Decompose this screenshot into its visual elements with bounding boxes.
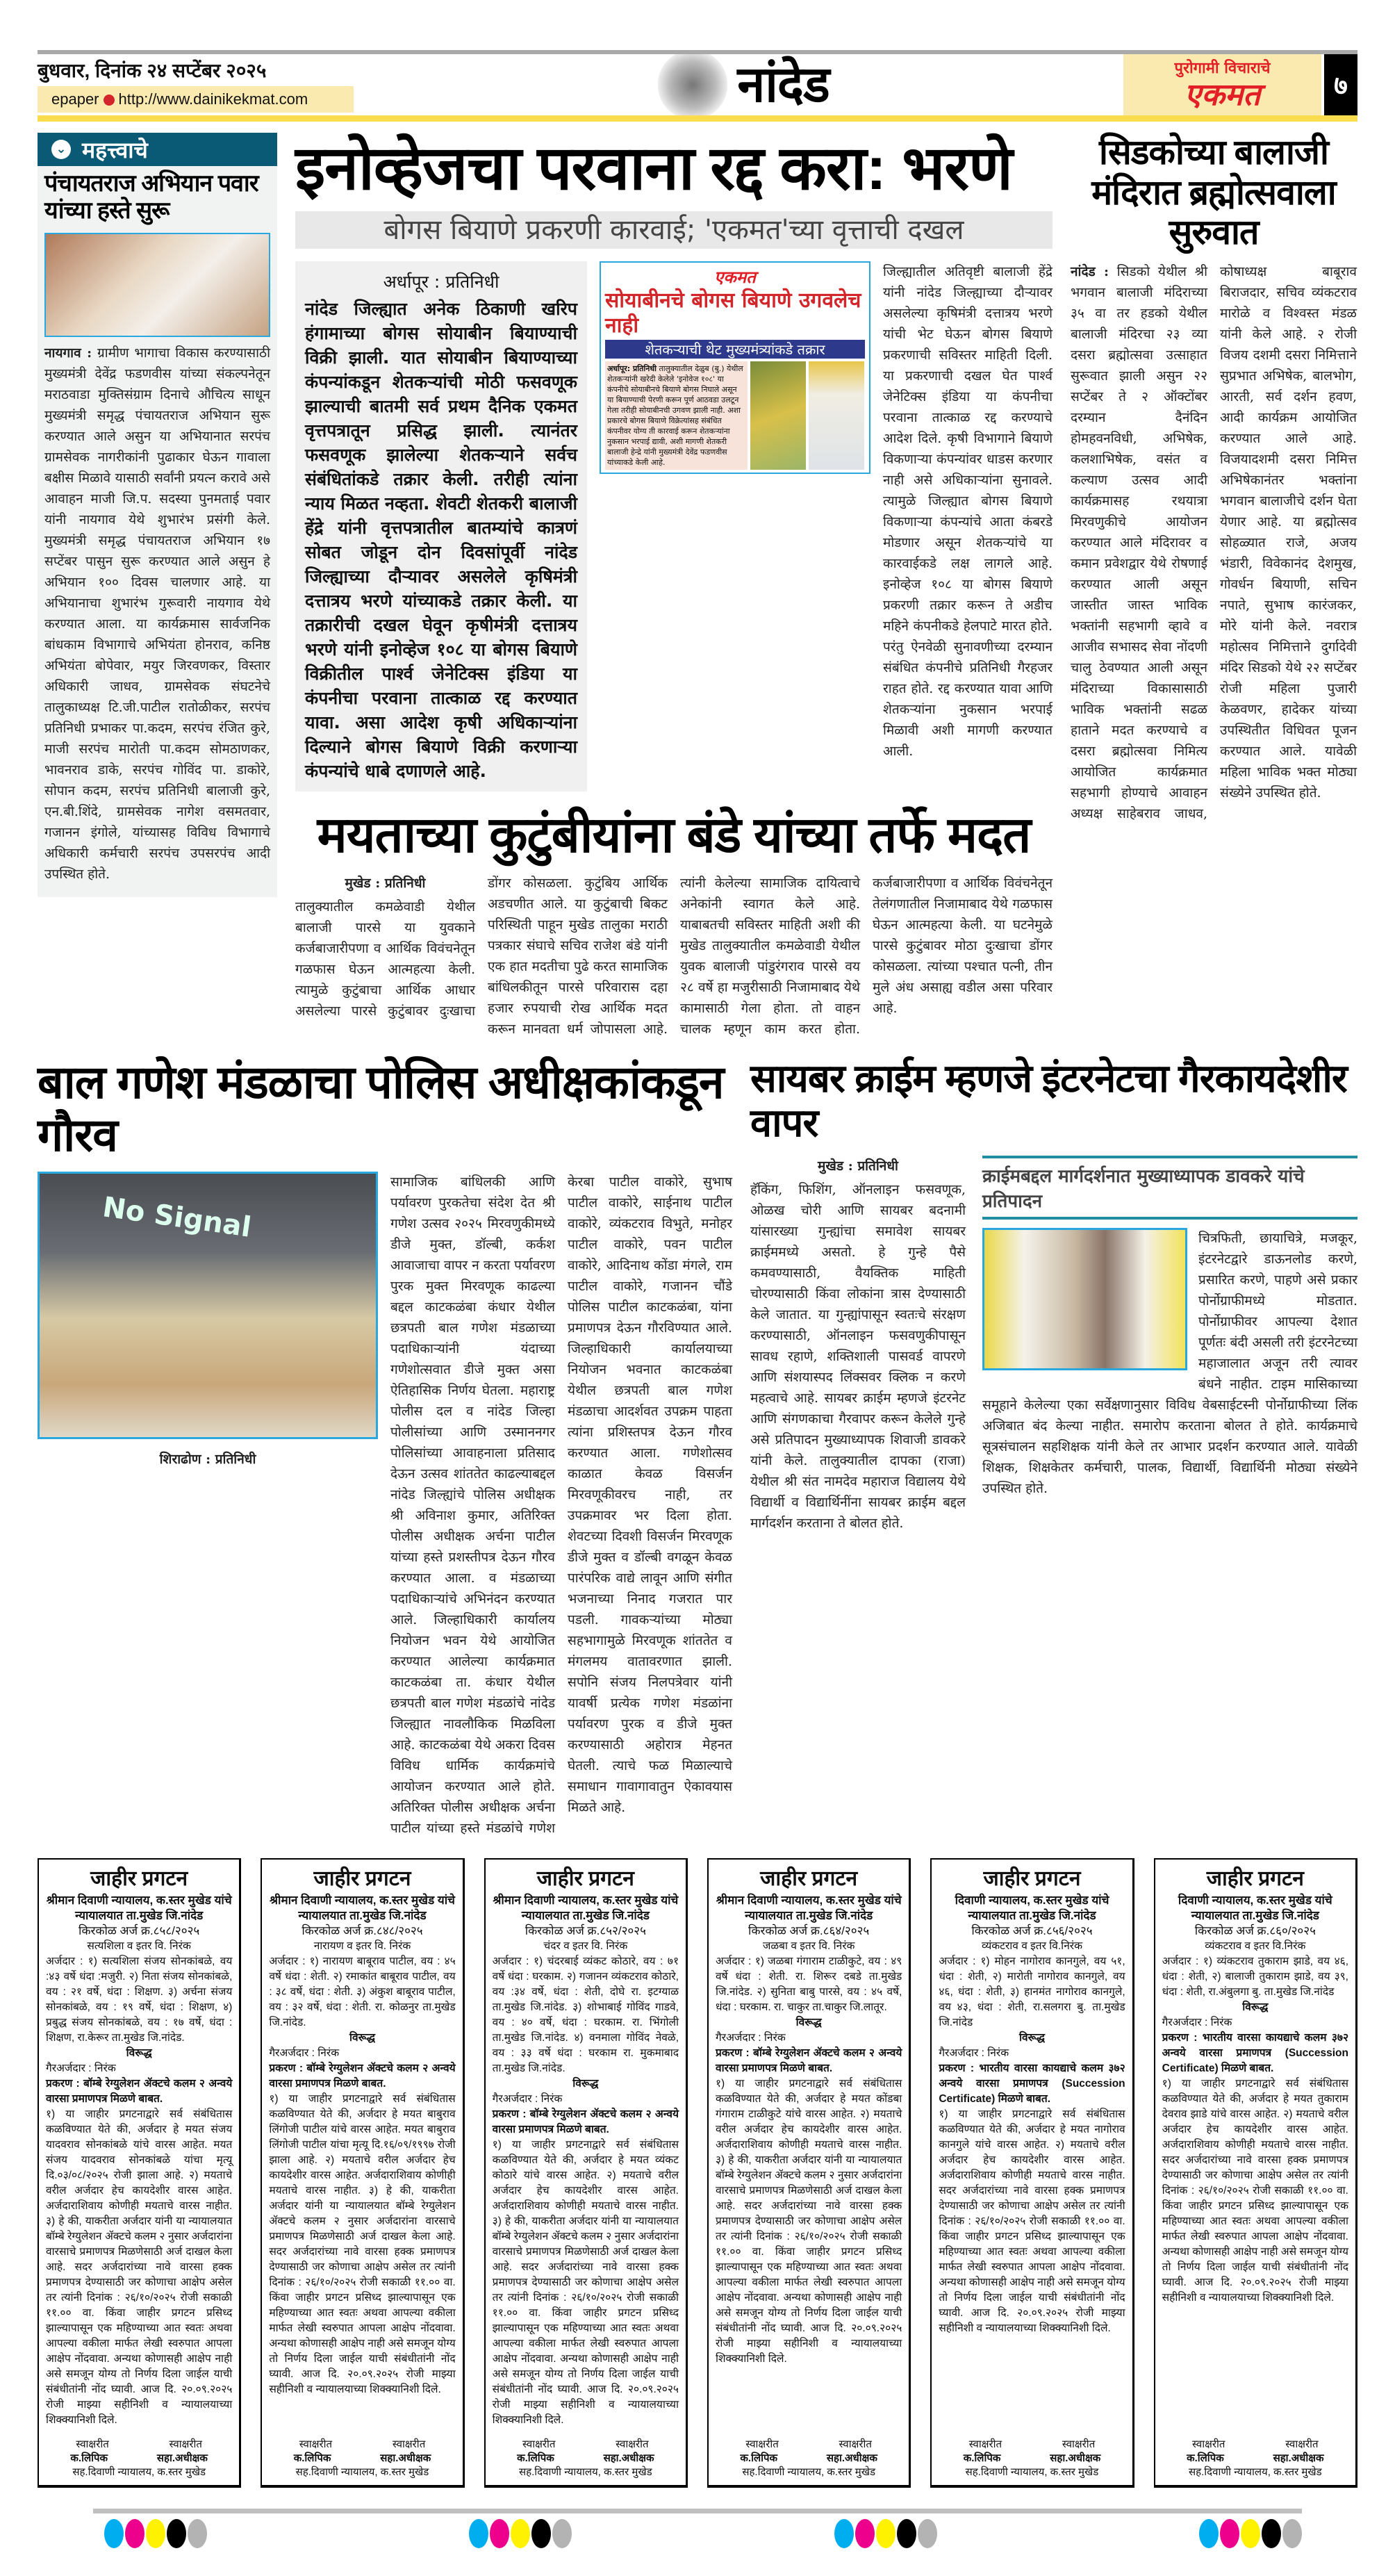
- cyber-event-photo: [982, 1228, 1187, 1370]
- mayat-body: [295, 873, 1053, 1040]
- receipt-photo: [809, 361, 864, 470]
- clerk-title: क.लिपिक: [963, 2452, 1001, 2464]
- notice-case-number: किरकोळ अर्ज क्र.८४८/२०२५: [302, 1923, 423, 1937]
- lead-intro-text: नांदेड जिल्ह्यात अनेक ठिकाणी खरिप हंगामाच्या बोगस सोयाबीन बियाण्याची विक्री झाली. यात सोयाबीन बियाण्याच्या कंपन्यांकडून शेतकऱ्यांची मोठी फसवणूक झाल्याची बातमी सर्व प्रथम दैनिक एकमत वृत्तपत्रातून प्रसिद्ध झाली. त्यानंतर फसवणूक झालेल्या शेतकऱ्याने सर्वच संबंधितांकडे तक्रार केली. तरीही त्यांना न्याय मिळत नव्हता. शेवटी शेतकरी बालाजी हेंद्रे यांनी वृत्तपत्रातील बातम्यांचे कात्रणं सोबत जोडून दोन दिवसांपूर्वी नांदेड जिल्ह्याच्या दौऱ्यावर असलेले कृषिमंत्री दत्तात्रय भरणे यांच्याकडे तक्रार केली. या तक्रारीची दखल घेवून कृषीमंत्री दत्तात्रय भरणे यांनी इनोव्हेज १०८ या बोगस बियाणे विक्रीतील पार्श्व जेनेटिक्स इंडिया या कंपनीचा परवाना तात्काळ रद्द करण्यात यावा. असा आदेश कृषी अधिकाऱ्यांना दिल्याने बोगस बियाणे विक्री करणाऱ्या कंपन्यांचे धाबे दणाणले आहे.: [305, 299, 577, 782]
- notice-respondent: गैरअर्जदार : निरंक: [492, 2092, 563, 2105]
- color-swatch: [834, 2519, 854, 2548]
- clerk-title: क.लिपिक: [1187, 2452, 1224, 2464]
- notice-respondent: गैरअर्जदार : निरंक: [46, 2062, 116, 2074]
- cyber-right-block: [982, 1156, 1357, 1499]
- notice-court: श्रीमान दिवाणी न्यायालय, क.स्तर मुखेड यांचे न्यायालयात ता.मुखेड जि.नांदेड: [716, 1893, 902, 1922]
- color-swatch: [167, 2519, 186, 2548]
- lead-body: जिल्ह्यातील अतिवृष्टी बालाजी हेंद्रे यांनी नांदेड जिल्ह्याच्या दौऱ्यावर असलेल्या कृषिमंत्री दत्तात्रय भरणे यांची भेट घेऊन बोगस बियाणे प्रकरणाची सविस्तर माहिती दिली. या प्रकरणाची दखल घेत पार्श्व जेनेटिक्स इंडिया या कंपनीचा परवाना तात्काळ रद्द करण्याचे आदेश दिले. कृषी विभागाने बियाणे विकणाऱ्या कंपन्यांवर धाडस करणार नाही असे अधिकाऱ्यांना सुनावले. त्यामुळे जिल्ह्यात बोगस बियाणे विकणाऱ्या कंपन्यांचे आता कंबरडे मोडणार असून शेतकऱ्यांचे या कारवाईकडे लक्ष लागले आहे. इनोव्हेज १०८ या बोगस बियाणे प्रकरणी तक्रार करून ते अडीच महिने कंपनीकडे हेलपाटे मारत होते. परंतु ऐनवेळी सुनावणीच्या दरम्यान संबंधित कंपनीचे प्रतिनिधी गैरहजर राहत होते. रद्द करण्यात यावा आणि शेतकऱ्यांना नुकसान भरपाई मिळावी अशी मागणी करण्यात आली.: [883, 264, 1053, 760]
- clipping-byline: अर्धापूर: प्रतिनिधी: [607, 364, 657, 374]
- masthead-left: [38, 54, 364, 115]
- color-swatch: [1262, 2519, 1281, 2548]
- header-yellow-bar: [38, 115, 1357, 122]
- brand-tagline: पुरोगामी विचाराचे: [1174, 60, 1271, 77]
- notice-case-number: किरकोळ अर्ज क्र.८६०/२०२५: [1194, 1923, 1316, 1937]
- color-swatch: [918, 2519, 937, 2548]
- color-swatch: [531, 2519, 551, 2548]
- mayat-headline: मयताच्या कुटुंबीयांना बंडे यांच्या तर्फे मदत: [317, 807, 1031, 864]
- color-swatch: [469, 2519, 488, 2548]
- notice-applicants: अर्जदार : १) नारायण बाबूराव पाटील, वय : ४५ वर्षे धंदा : शेती. २) रमाकांत बाबूराव पाटील, वय : ३८ वर्षे, धंदा : शेती. ३) अंकुश बाबूराव पाटील, वय : ३२ वर्षे, धंदा : शेती. रा. कोळनुर ता.मुखेड जि.नांदेड.: [269, 1955, 456, 2028]
- center-column: [295, 133, 1053, 1040]
- notice-case-number: किरकोळ अर्ज क्र.८५२/२०२५: [525, 1923, 646, 1937]
- clipping-brand: एकमत: [714, 268, 756, 288]
- right-column: [1071, 133, 1357, 824]
- mayat-byline: मुखेड : प्रतिनिधी: [345, 875, 426, 891]
- court-name: सह.दिवाणी न्यायालय, क.स्तर मुखेड: [965, 2466, 1099, 2478]
- notice-parties: सत्यशिला व इतर वि. निरंक: [87, 1939, 191, 1952]
- notice-body: १) या जाहीर प्रगटनाद्वारे सर्व संबंधितास कळविण्यात येते की, अर्जदार हे मयत तुकाराम देवराव झाडे यांचे वारस आहेत. २) मयताचे वरील अर्जदार हेच कायदेशीर वारस आहेत. अर्जदाराशिवाय कोणीही मयताचे वारस नाहीत. सदर अर्जदारांच्या नावे वारसा हक्क प्रमाणपत्र देण्यासाठी जर कोणाचा आक्षेप असेल तर त्यांनी दिनांक : २६/१०/२०२५ रोजी सकाळी ११.०० वा. किंवा जाहीर प्रगटन प्रसिध्द झाल्यापासून एक महिण्याच्या आत स्वतः अथवा आपल्या वकीला मार्फत लेखी स्वरुपात आपला आक्षेप नोंदवावा. अन्यथा कोणासही आक्षेप नाही असे समजून योग्य तो निर्णय दिला जाईल याची संबंधीतांनी नोंद घ्यावी. आज दि. २०.०९.२०२५ रोजी माझ्या सहीनिशी व न्यायालयाच्या शिक्क्यानिशी दिले.: [1162, 2077, 1348, 2304]
- color-swatch: [1241, 2519, 1260, 2548]
- notice-parties: व्यंकटराव व इतर वि.निरंक: [981, 1939, 1083, 1952]
- epaper-link[interactable]: [38, 86, 354, 113]
- epaper-url[interactable]: http://www.dainikekmat.com: [118, 90, 308, 108]
- notice-applicants: अर्जदार : १) जळबा गंगाराम टाळीकुटे, वय : ४९ वर्षे धंदा : शेती. रा. शिरूर दबडे ता.मुखेड जि.नांदेड. २) सुनिता बाबु पारसे, वय : ४५ वर्षे, धंदा : घरकाम. रा. चाकुर ता.चाकुर जि.लातूर.: [716, 1955, 902, 2013]
- epaper-label: epaper: [51, 90, 99, 108]
- superintendent-title: सहा.अधीक्षक: [380, 2452, 431, 2464]
- color-swatch: [1282, 2519, 1302, 2548]
- court-name: सह.दिवाणी न्यायालय, क.स्तर मुखेड: [518, 2466, 652, 2478]
- notice-applicants: अर्जदार : १) चंदरबाई व्यंकट कोठारे, वय : ७१ वर्षे धंदा : घरकाम. २) गजानन व्यंकटराव कोठारे, वय :३४ वर्षे, धंदा : शेती, दोघे रा. इटग्याळ ता.मुखेड जि.नांदेड. ३) शोभाबाई गोविंद गाडवे, वय : ४० वर्षे, धंदा : घरकाम. रा. भिंगोली ता.मुखेड जि.नांदेड. ४) वनमाला गोविंद नेवळे, वय : ३३ वर्षे धंदा : घरकाम रा. मुकमाबाद ता.मुखेड जि.नांदेड.: [492, 1955, 679, 2074]
- seed-packet-photo: [750, 361, 806, 470]
- lead-clipping-column: [600, 261, 870, 482]
- court-name: सह.दिवाणी न्यायालय, क.स्तर मुखेड: [742, 2466, 875, 2478]
- clipping-text: [605, 361, 748, 470]
- color-swatch: [104, 2519, 124, 2548]
- chevron-down-circle-icon: ⌄: [51, 140, 71, 159]
- registration-mark: [1199, 2519, 1302, 2548]
- notice-body: १) या जाहीर प्रगटनाद्वारे सर्व संबंधितास कळविण्यात येते की, अर्जदार हे मयत कोंडबा गंगाराम टाळीकुटे यांचे वारस आहेत. २) मयताचे वरील अर्जदार हेच कायदेशीर वारस आहेत. अर्जदाराशिवाय कोणीही मयताचे वारस नाहीत. ३) हे की, याकरीता अर्जदार यांनी या न्यायालयात बॉम्बे रेग्युलेशन ॲक्टचे कलम २ नुसार अर्जदारांना वारसाचे प्रमाणपत्र मिळणेसाठी अर्ज दाखल केला आहे. सदर अर्जदारांच्या नावे वारसा हक्क प्रमाणपत्र देण्यासाठी जर कोणाचा आक्षेप असेल तर त्यांनी दिनांक : २६/१०/२०२५ रोजी सकाळी ११.०० वा. किंवा जाहीर प्रगटन प्रसिध्द झाल्यापासून एक महिण्याच्या आत स्वतः अथवा आपल्या वकीला मार्फत लेखी स्वरुपात आपला आक्षेप नोंदवावा. अन्यथा कोणासही आक्षेप नाही असे समजून योग्य तो निर्णय दिला जाईल याची संबंधीतांनी नोंद घ्यावी. आज दि. २०.०९.२०२५ रोजी माझ्या सहीनिशी व न्यायालयाच्या शिक्क्यानिशी दिले.: [716, 2077, 902, 2365]
- legal-notice-ad: [261, 1858, 464, 2488]
- color-swatch: [146, 2519, 165, 2548]
- sidco-dateline: नांदेड :: [1071, 263, 1109, 279]
- notice-case-number: किरकोळ अर्ज क्र.८५६/२०२५: [971, 1923, 1093, 1937]
- notice-court: श्रीमान दिवाणी न्यायालय, क.स्तर मुखेड यांचे न्यायालयात ता.मुखेड जि.नांदेड: [46, 1893, 232, 1922]
- district-emblem-icon: [658, 54, 727, 115]
- cyber-subheadline: क्राईमबद्दल मार्गदर्शनात मुख्याध्यापक डावकरे यांचे प्रतिपादन: [982, 1156, 1357, 1220]
- masthead-logo: [1123, 54, 1321, 115]
- notice-signature: [46, 2428, 232, 2479]
- notice-versus: विरूद्ध: [349, 2031, 376, 2044]
- clipping-body: तालुक्यातील देळुब (बु.) येथील शेतकऱ्यांनी खरेदी केलेले 'इनोवेज १०८' या कंपनीचे सोयाबीनचे बियाणे बोगस निघाले असून या बियाण्याची पेरणी करून पूर्ण आठवडा उलटून गेला तरीही सोयाबीनची उगवण झाली नाही. अशा प्रकारचे बोगस बियाणे विक्रेत्यांसह संबंधित कंपनीवर योग्य ती कारवाई करून शेतकऱ्यांना नुकसान भरपाई द्यावी, अशी मागणी शेतकरी बालाजी हेन्द्रे यांनी मुख्यमंत्री देवेंद्र फडणवीस यांच्याकडे केली आहे.: [607, 364, 743, 468]
- cyber-byline: मुखेड : प्रतिनिधी: [818, 1158, 898, 1174]
- color-swatch: [1199, 2519, 1219, 2548]
- notice-signature: [939, 2428, 1125, 2479]
- sign-label: स्वाक्षरीत: [968, 2438, 1002, 2450]
- notice-title: जाहीर प्रगटन: [536, 1867, 634, 1890]
- sign-label: स्वाक्षरीत: [392, 2438, 426, 2450]
- sidebar-article-title: पंचायतराज अभियान पवार यांच्या हस्ते सुरू: [44, 170, 258, 224]
- color-swatch: [1220, 2519, 1239, 2548]
- superintendent-title: सहा.अधीक्षक: [603, 2452, 654, 2464]
- sign-label: स्वाक्षरीत: [1192, 2438, 1225, 2450]
- color-swatch: [855, 2519, 875, 2548]
- notice-case-number: किरकोळ अर्ज क्र.८६४/२०२५: [748, 1923, 870, 1937]
- bal-ganesh-byline: शिराढोण : प्रतिनिधी: [159, 1451, 256, 1467]
- bal-ganesh-headline: बाल गणेश मंडळाचा पोलिस अधीक्षकांकडून गौरव: [38, 1056, 724, 1160]
- masthead: [38, 54, 1357, 115]
- registration-mark: [834, 2519, 937, 2548]
- masthead-center: [364, 54, 1123, 115]
- notice-versus: विरूद्ध: [1242, 2001, 1269, 2013]
- lead-intro: [295, 261, 587, 791]
- clerk-title: क.लिपिक: [70, 2452, 108, 2464]
- sidebar-label: महत्त्वाचे: [82, 136, 148, 163]
- notice-signature: [269, 2428, 455, 2479]
- legal-notice-ad: [1154, 1858, 1357, 2488]
- cyber-body-left-text: हॅकिंग, फिशिंग, ऑनलाइन फसवणूक, ओळख चोरी आणि सायबर बदनामी यांसारख्या गुन्ह्यांचा समावेश सायबर क्राईममध्ये असतो. हे गुन्हे पैसे कमवण्यासाठी, वैयक्तिक माहिती चोरण्यासाठी किंवा लोकांना त्रास देण्यासाठी केले जातात. या गुन्ह्यांपासून स्वतःचे संरक्षण करण्यासाठी, ऑनलाइन फसवणुकीपासून सावध रहाणे, शक्तिशाली पासवर्ड वापरणे आणि संशयास्पद लिंक्सवर क्लिक न करणे महत्वाचे आहे. सायबर क्राईम म्हणजे इंटरनेट आणि संगणकाचा गैरवापर करून केलेले गुन्हे असे प्रतिपादन मुख्याध्यापक शिवाजी डावकरे यांनी केले. तालुक्यातील दापका (राजा) येथील श्री संत नामदेव महाराज विद्यालय येथे विद्यार्थी व विद्यार्थिनींना सायबर क्राईम बद्दल मार्गदर्शन करताना ते बोलत होते.: [750, 1181, 966, 1531]
- mayat-body-text: तालुक्यातील कमळेवाडी येथील बालाजी पारसे या युवकाने कर्जबाजारीपणा व आर्थिक विवंचनेतून गळफास घेऊन आत्महत्या केली. त्यामुळे कुटुंबाचा आर्थिक आधार असलेल्या पारसे कुटुंबावर दुःखाचा डोंगर कोसळला. कुटुंबिय आर्थिक अडचणीत आले. या कुटुंबाची बिकट परिस्थिती पाहून मुखेड तालुका मराठी पत्रकार संघाचे सचिव राजेश बंडे यांनी एक हात मदतीचा पुढे करत सामाजिक बांधिलकीतून पारसे परिवारास दहा हजार रुपयाची रोख आर्थिक मदत करून मानवता धर्म जोपासला आहे. त्यांनी केलेल्या सामाजिक दायित्वाचे अनेकांनी स्वागत केले आहे. याबाबतची सविस्तर माहिती अशी की मुखेड तालुक्यातील कमळेवाडी येथील युवक बालाजी पांडुरंगराव पारसे वय २८ वर्षे हा मजुरीसाठी निजामाबाद येथे कामासाठी गेला होता. तो वाहन चालक म्हणून काम करत होता. कर्जबाजारीपणा व आर्थिक विवंचनेतून तेलंगणातील निजामाबाद येथे गळफास घेऊन आत्महत्या केली. या घटनेमुळे पारसे कुटुंबावर मोठा दुःखाचा डोंगर कोसळला. त्यांच्या पश्चात पत्नी, तीन मुले अंध असाह्य वडील असा परिवार आहे.: [295, 875, 1053, 1037]
- lead-byline: अर्धापूर : प्रतिनिधी: [383, 272, 500, 293]
- top-section: [38, 133, 1357, 1040]
- sidebar-photo: [44, 233, 270, 337]
- notice-title: जाहीर प्रगटन: [90, 1867, 188, 1890]
- sign-label: स्वाक्षरीत: [745, 2438, 779, 2450]
- bal-ganesh-article: [38, 1056, 732, 1839]
- notice-body: १) या जाहीर प्रगटनाद्वारे सर्व संबंधितास कळविण्यात येते की, अर्जदार हे मयत नागोराव कानगुले यांचे वारस आहेत. २) मयताचे वरील अर्जदार हेच कायदेशीर वारस आहेत. अर्जदाराशिवाय कोणीही मयताचे वारस नाहीत. सदर अर्जदारांच्या नावे वारसा हक्क प्रमाणपत्र देण्यासाठी जर कोणाचा आक्षेप असेल तर त्यांनी दिनांक : २६/१०/२०२५ रोजी सकाळी ११.०० वा. किंवा जाहीर प्रगटन प्रसिध्द झाल्यापासून एक महिण्याच्या आत स्वतः अथवा आपल्या वकीला मार्फत लेखी स्वरुपात आपला आक्षेप नोंदवावा. अन्यथा कोणासही आक्षेप नाही असे समजून योग्य तो निर्णय दिला जाईल याची संबंधीतांनी नोंद घ्यावी. आज दि. २०.०९.२०२५ रोजी माझ्या सहीनिशी व न्यायालयाच्या शिक्क्यानिशी दिले.: [939, 2108, 1125, 2334]
- registration-mark: [104, 2519, 207, 2548]
- notice-body: १) या जाहीर प्रगटनाद्वारे सर्व संबंधितास कळविण्यात येते की, अर्जदार हे मयत व्यंकट कोठारे यांचे वारस आहेत. २) मयताचे वरील अर्जदार हेच कायदेशीर वारस आहेत. अर्जदाराशिवाय कोणीही मयताचे वारस नाहीत. ३) हे की, याकरीता अर्जदार यांनी या न्यायालयात बॉम्बे रेग्युलेशन ॲक्टचे कलम २ नुसार अर्जदारांना वारसाचे प्रमाणपत्र मिळणेसाठी अर्ज दाखल केला आहे. सदर अर्जदारांच्या नावे वारसा हक्क प्रमाणपत्र देण्यासाठी जर कोणाचा आक्षेप असेल तर त्यांनी दिनांक : २६/१०/२०२५ रोजी सकाळी ११.०० वा. किंवा जाहीर प्रगटन प्रसिध्द झाल्यापासून एक महिण्याच्या आत स्वतः अथवा आपल्या वकीला मार्फत लेखी स्वरुपात आपला आक्षेप नोंदवावा. अन्यथा कोणासही आक्षेप नाही असे समजून योग्य तो निर्णय दिला जाईल याची संबंधीतांनी नोंद घ्यावी. आज दि. २०.०९.२०२५ रोजी माझ्या सहीनिशी व न्यायालयाच्या शिक्क्यानिशी दिले.: [492, 2138, 679, 2426]
- superintendent-title: सहा.अधीक्षक: [1273, 2452, 1324, 2464]
- sign-label: स्वाक्षरीत: [1062, 2438, 1096, 2450]
- sidebar-dateline: नायगाव :: [44, 345, 92, 361]
- notice-title: जाहीर प्रगटन: [1206, 1867, 1304, 1890]
- award-ceremony-photo: [38, 1172, 378, 1439]
- court-name: सह.दिवाणी न्यायालय, क.स्तर मुखेड: [295, 2466, 429, 2478]
- notice-subject: प्रकरण : भारतीय वारसा कायद्याचे कलम ३७२ अन्वये वारसा प्रमाणपत्र (Succession Certificate) मिळणे बाबत.: [939, 2062, 1125, 2105]
- notice-parties: चंदर व इतर वि. निरंक: [543, 1939, 628, 1952]
- notice-versus: विरूद्ध: [572, 2077, 599, 2090]
- notice-respondent: गैरअर्जदार : निरंक: [269, 2046, 340, 2059]
- notice-subject: प्रकरण : बॉम्बे रेग्युलेशन ॲक्टचे कलम २ अन्वये वारसा प्रमाणपत्र मिळणे बाबत.: [492, 2108, 679, 2135]
- photo-screen-text: No Signal: [100, 1191, 254, 1244]
- brand-name: एकमत: [1184, 77, 1261, 113]
- cyber-body-right: चित्रफिती, छायाचित्रे, मजकूर, इंटरनेटद्वारे डाऊनलोड करणे, प्रसारित करणे, पाहणे असे प्रकार पोर्नोग्राफीमध्ये मोडतात. पोर्नोग्राफीवर आपल्या देशात पूर्णतः बंदी असली तरी इंटरनेटच्या महाजालात अजून तरी त्यावर बंधने नाहीत. टाइम मासिकाच्या समूहाने केलेल्या एका सर्वेक्षणानुसार विविध वेबसाईटस्नी पोर्नोग्राफीच्या लिंक अजिबात बंद केल्या नाहीत. समारोप करताना बोलत ते होते. कार्यक्रमाचे सूत्रसंचालन सहशिक्षक यांनी केले तर आभार प्रदर्शन करण्यात आले. यावेळी शिक्षक, शिक्षकेतर कर्मचारी, पालक, विद्यार्थी, विद्यार्थिनी मोठ्या संख्येने उपस्थित होते.: [982, 1230, 1357, 1496]
- lead-article: [295, 261, 1053, 791]
- edition-city: नांदेड: [737, 56, 829, 113]
- color-swatch: [188, 2519, 207, 2548]
- legal-notice-ad: [930, 1858, 1134, 2488]
- notice-court: श्रीमान दिवाणी न्यायालय, क.स्तर मुखेड यांचे न्यायालयात ता.मुखेड जि.नांदेड: [493, 1893, 679, 1922]
- sidco-headline: सिडकोच्या बालाजी मंदिरात ब्रह्मोत्सवाला सुरुवात: [1091, 133, 1336, 252]
- sign-label: स्वाक्षरीत: [839, 2438, 872, 2450]
- notice-respondent: गैरअर्जदार : निरंक: [939, 2046, 1009, 2059]
- sign-label: स्वाक्षरीत: [76, 2438, 109, 2450]
- court-name: सह.दिवाणी न्यायालय, क.स्तर मुखेड: [72, 2466, 206, 2478]
- superintendent-title: सहा.अधीक्षक: [1050, 2452, 1101, 2464]
- notice-applicants: अर्जदार : १) सत्यशिला संजय सोनकांबळे, वय :४३ वर्षे धंदा :मजुरी. २) निता संजय सोनकांबळे, वय : २१ वर्षे, धंदा : शिक्षण. ३) अर्चना संजय सोनकांबळे, वय : १९ वर्षे, धंदा : शिक्षण, ४) प्रबुद्ध संजय सोनकांबळे, वय : १७ वर्षे, धंदा : शिक्षण, रा.केरूर ता.मुखेड जि.नांदेड.: [46, 1955, 233, 2044]
- color-swatch: [511, 2519, 530, 2548]
- notice-versus: विरूद्ध: [795, 2016, 822, 2028]
- notice-title: जाहीर प्रगटन: [760, 1867, 858, 1890]
- notice-court: दिवाणी न्यायालय, क.स्तर मुखेड यांचे न्यायालयात ता.मुखेड जि.नांदेड: [1178, 1893, 1332, 1922]
- clipping-subheadline: शेतकऱ्याची थेट मुख्यमंत्र्यांकडे तक्रार: [605, 340, 865, 359]
- superintendent-title: सहा.अधीक्षक: [826, 2452, 877, 2464]
- color-swatch: [125, 2519, 145, 2548]
- page-number: ७: [1324, 54, 1357, 115]
- sidco-body: [1071, 261, 1357, 824]
- cyber-headline: सायबर क्राईम म्हणजे इंटरनेटचा गैरकायदेशीर वापर: [750, 1056, 1347, 1145]
- color-swatch: [897, 2519, 916, 2548]
- notice-body: १) या जाहीर प्रगटनाद्वारे सर्व संबंधितास कळविण्यात येते की, अर्जदार हे मयत बाबुराव लिंगोजी पाटील यांचे वारस आहेत. मयत बाबुराव लिंगोजी पाटील यांचा मृत्यू दि.१६/०९/१९९७ रोजी झाला आहे. २) मयताचे वरील अर्जदार हेच कायदेशीर वारस आहेत. अर्जदाराशिवाय कोणीही मयताचे वारस नाहीत. ३) हे की, याकरीता अर्जदार यांनी या न्यायालयात बॉम्बे रेग्युलेशन ॲक्टचे कलम २ नुसार अर्जदारांना वारसाचे प्रमाणपत्र मिळणेसाठी अर्ज दाखल केला आहे. सदर अर्जदारांच्या नावे वारसा हक्क प्रमाणपत्र देण्यासाठी जर कोणाचा आक्षेप असेल तर त्यांनी दिनांक : २६/१०/२०२५ रोजी सकाळी ११.०० वा. किंवा जाहीर प्रगटन प्रसिध्द झाल्यापासून एक महिण्याच्या आत स्वतः अथवा आपल्या वकीला मार्फत लेखी स्वरुपात आपला आक्षेप नोंदवावा. अन्यथा कोणासही आक्षेप नाही असे समजून योग्य तो निर्णय दिला जाईल याची संबंधीतांनी नोंद घ्यावी. आज दि. २०.०९.२०२५ रोजी माझ्या सहीनिशी व न्यायालयाच्या शिक्क्यानिशी दिले.: [269, 2092, 456, 2395]
- notice-applicants: अर्जदार : १) व्यंकटराव तुकाराम झाडे, वय ४६, धंदा : शेती, २) बालाजी तुकाराम झाडे, वय ३९, धंदा : शेती, रा.अंबुलगा बु. ता.मुखेड जि.नांदेड: [1162, 1955, 1348, 1998]
- clerk-title: क.लिपिक: [517, 2452, 554, 2464]
- notice-respondent: गैरअर्जदार : निरंक: [1162, 2016, 1232, 2028]
- sign-label: स्वाक्षरीत: [616, 2438, 649, 2450]
- clerk-title: क.लिपिक: [293, 2452, 331, 2464]
- sign-label: स्वाक्षरीत: [522, 2438, 556, 2450]
- clipping-headline: सोयाबीनचे बोगस बियाणे उगवलेच नाही: [605, 288, 861, 338]
- notice-subject: प्रकरण : बॉम्बे रेग्युलेशन ॲक्टचे कलम २ अन्वये वारसा प्रमाणपत्र मिळणे बाबत.: [716, 2046, 902, 2074]
- legal-notice-ad: [484, 1858, 688, 2488]
- sign-label: स्वाक्षरीत: [1285, 2438, 1319, 2450]
- notice-versus: विरूद्ध: [1018, 2031, 1046, 2044]
- sidco-body-text: सिडको येथील श्री भगवान बालाजी मंदिराच्या ३५ वा तर हडको येथील बालाजी मंदिरचा २३ व्या दसरा ब्रह्मोत्सवा उत्साहात सुरूवात झाली असुन २२ सप्टेंबर ते २ ऑक्टोंबर दरम्यान दैनंदिन होमहवनविधी, अभिषेक, कलशाभिषेक, वसंत व कल्याण उत्सव आदी कार्यक्रमासह रथयात्रा मिरवणुकीचे आयोजन करण्यात आले मंदिरावर व कमान प्रवेशद्वार येथे रोषणाई करण्यात आली असून जास्तीत जास्त भाविक भक्तांनी सहभागी व्हावे व आजीव सभासद सेवा नोंदणी चालु ठेवण्यात आली असून मंदिराच्या विकासासाठी भाविक भक्तांनी सढळ हाताने मदत करण्याचे व दसरा ब्रह्मोत्सवा निमित्य आयोजित कार्यक्रमात सहभागी होण्याचे आवाहन अध्यक्ष साहेबराव जाधव, कोषाध्यक्ष बाबूराव बिराजदार, सचिव व्यंकटराव मारोळे व विश्वस्त मंडळ यांनी केले आहे. २ रोजी विजय दशमी दसरा निमित्ताने सुप्रभात अभिषेक, बालभोग, आरती, सर्व दर्शन हवण, आदी कार्यक्रम आयोजित करण्यात आले आहे. विजयादशमी दसरा निमित्त अभिषेकानंतर भक्तांना भगवान बालाजीचे दर्शन घेता येणार आहे. या ब्रह्मोत्सव सोहळ्यात राजे, अजय भंडारी, विवेकानंद देशमुख, गोवर्धन बियाणी, सचिन नपाते, सुभाष कारंजकर, मोरे यांनी केले. नवरात्र महोत्सव निमित्ताने दुर्गादेवी मंदिर सिडको येथे २२ सप्टेंबर रोजी महिला पुजारी केळवणर, हादेकर यांच्या उपस्थितीत विधिवत पूजन करण्यात आले. यावेळी महिला भाविक भक्त मोठ्या संख्येने उपस्थित होते.: [1071, 263, 1357, 821]
- newspaper-page: [38, 0, 1357, 2576]
- notice-subject: प्रकरण : बॉम्बे रेग्युलेशन ॲक्टचे कलम २ अन्वये वारसा प्रमाणपत्र मिळणे बाबत.: [46, 2077, 233, 2105]
- middle-section: [38, 1056, 1357, 1839]
- sign-label: स्वाक्षरीत: [169, 2438, 202, 2450]
- sidebar-body-text: ग्रामीण भागाचा विकास करण्यासाठी मुख्यमंत्री देवेंद्र फडणवीस यांच्या संकल्पनेतून मराठवाडा मुक्तिसंग्राम दिनाचे औचित्य साधून मुख्यमंत्री समृद्ध पंचायतराज अभियान सुरू करण्यात आले असुन या अभियानात सरपंच ग्रामसेवक नागरीकांनी पुढाकार घेऊन गावाला बक्षीस मिळावे यासाठी सर्वांनी प्रयत्न करावे असे आवाहन माजी जि.प. सदस्या पुनमताई पवार यांनी नायगाव येथे शुभारंभ प्रसंगी केले. मुख्यमंत्री समृद्ध पंचायतराज अभियान १७ सप्टेंबर पासुन सुरू करण्यात आले असुन हे अभियान १०० दिवस चालणार आहे. या अभियानाचा शुभारंभ गुरूवारी नायगाव येथे करण्यात आला. या कार्यक्रमास सार्वजनिक बांधकाम विभागाचे अभियंता होनराव, कनिष्ठ अभियंता बोपेवार, मयुर जिरवणकर, विस्तार अधिकारी जाधव, ग्रामसेवक संघटनेचे तालुकाध्यक्ष टि.जी.पाटील रातोळीकर, सरपंच प्रतिनिधी प्रभाकर पा.कदम, सरपंच रंजित कुरे, माजी सरपंच मारोती पा.कदम सोमठाणकर, भावनराव डाके, सरपंच गोविंद पा. डाकोरे, सोपान कदम, सरपंच प्रतिनिधी बालाजी कुरे, एन.बी.शिंदे, ग्रामसेवक नागेश वसमतवार, गजानन इंगोले, यांच्यासह विविध विभागाचे अधिकारी कर्मचारी सरपंच उपसरपंच आदी उपस्थित होते.: [44, 345, 270, 883]
- court-name: सह.दिवाणी न्यायालय, क.स्तर मुखेड: [1188, 2466, 1322, 2478]
- notice-subject: प्रकरण : बॉम्बे रेग्युलेशन ॲक्टचे कलम २ अन्वये वारसा प्रमाणपत्र मिळणे बाबत.: [269, 2062, 456, 2090]
- color-swatch: [876, 2519, 895, 2548]
- notice-title: जाहीर प्रगटन: [983, 1867, 1081, 1890]
- print-rule: [93, 2509, 1302, 2513]
- color-swatch: [552, 2519, 572, 2548]
- sidebar-important: [38, 133, 277, 897]
- notice-respondent: गैरअर्जदार : निरंक: [716, 2031, 786, 2044]
- notice-applicants: अर्जदार : १) मोहन नागोराव कानगुले, वय ५१, धंदा : शेती, २) मारोती नागोराव कानगुले, वय ४६, धंदा : शेती, ३) हानमंत नागोराव कानगुले, वय ४३, धंदा : शेती, रा.सलगरा बु. ता.मुखेड जि.नांदेड: [939, 1955, 1125, 2028]
- notice-court: श्रीमान दिवाणी न्यायालय, क.स्तर मुखेड यांचे न्यायालयात ता.मुखेड जि.नांदेड: [270, 1893, 455, 1922]
- cyber-article: [750, 1056, 1357, 1534]
- notice-parties: जळबा व इतर वि. निरंक: [762, 1939, 855, 1952]
- color-swatch: [490, 2519, 509, 2548]
- notice-signature: [1162, 2428, 1348, 2479]
- issue-date: बुधवार, दिनांक २४ सप्टेंबर २०२५: [38, 60, 267, 81]
- notice-court: दिवाणी न्यायालय, क.स्तर मुखेड यांचे न्यायालयात ता.मुखेड जि.नांदेड: [955, 1893, 1109, 1922]
- newspaper-clipping: [600, 261, 870, 474]
- legal-notices: [38, 1858, 1357, 2488]
- sidebar-article-body: [44, 343, 270, 885]
- sidebar-header: [38, 133, 277, 166]
- lead-headline: इनोव्हेजचा परवाना रद्द करा: भरणे: [295, 133, 1012, 202]
- lead-subheadline: बोगस बियाणे प्रकरणी कारवाई; 'एकमत'च्या वृत्ताची दखल: [295, 211, 1053, 249]
- notice-title: जाहीर प्रगटन: [313, 1867, 411, 1890]
- superintendent-title: सहा.अधीक्षक: [156, 2452, 208, 2464]
- notice-parties: व्यंकटराव व इतर वि.निरंक: [1205, 1939, 1306, 1952]
- notice-versus: विरूद्ध: [126, 2046, 152, 2059]
- registration-mark: [469, 2519, 572, 2548]
- clerk-title: क.लिपिक: [740, 2452, 778, 2464]
- notice-signature: [493, 2428, 679, 2479]
- notice-signature: [716, 2428, 902, 2479]
- registration-marks: [38, 2519, 1357, 2576]
- notice-body: १) या जाहीर प्रगटनाद्वारे सर्व संबंधितास कळविण्यात येते की, अर्जदार हे मयत संजय यादवराव सोनकांबळे यांचे वारस आहेत. मयत संजय यादवराव सोनकांबळे यांचा मृत्यू दि.०३/०८/२०२५ रोजी झाला आहे. २) मयताचे वरील अर्जदार हेच कायदेशीर वारस आहेत. अर्जदाराशिवाय कोणीही मयताचे वारस नाहीत. ३) हे की, याकरीता अर्जदार यांनी या न्यायालयात बॉम्बे रेग्युलेशन ॲक्टचे कलम २ नुसार अर्जदारांना वारसाचे प्रमाणपत्र मिळणेसाठी अर्ज दाखल केला आहे. सदर अर्जदारांच्या नावे वारसा हक्क प्रमाणपत्र देण्यासाठी जर कोणाचा आक्षेप असेल तर त्यांनी दिनांक : २६/१०/२०२५ रोजी सकाळी ११.०० वा. किंवा जाहीर प्रगटन प्रसिध्द झाल्यापासून एक महिण्याच्या आत स्वतः अथवा आपल्या वकीला मार्फत लेखी स्वरुपात आपला आक्षेप नोंदवावा. अन्यथा कोणासही आक्षेप नाही असे समजून योग्य तो निर्णय दिला जाईल याची संबंधीतांनी नोंद घ्यावी. आज दि. २०.०९.२०२५ रोजी माझ्या सहीनिशी व न्यायालयाच्या शिक्क्यानिशी दिले.: [46, 2108, 233, 2426]
- bal-ganesh-body: सामाजिक बांधिलकी आणि पर्यावरण पुरकतेचा संदेश देत श्री गणेश उत्सव २०२५ मिरवणुकीमध्ये डीजे मुक्त, डॉल्बी, कर्कश आवाजाचा वापर न करता पर्यावरण पुरक मुक्त मिरवणूक काढल्या बद्दल काटकळंबा कंधार येथील छत्रपती बाल गणेश मंडळाच्या पदाधिकाऱ्यांनी यंदाच्या गणेशोत्सवात डीजे मुक्त असा ऐतिहासिक निर्णय घेतला. महाराष्ट्र पोलीस दल व नांदेड जिल्हा पोलीसांच्या आणि उस्माननगर पोलिसांच्या आवाहनाला प्रतिसाद देऊन उत्सव शांततेत काढल्याबद्दल नांदेड जिल्ह्यांचे पोलिस अधीक्षक श्री अविनाश कुमार, अतिरिक्त पोलीस अधीक्षक अर्चना पाटील यांच्या हस्ते प्रशस्तीपत्र देऊन गौरव करण्यात आला. व मंडळाच्या पदाधिकाऱ्यांचे अभिनंदन करण्यात आले. जिल्हाधिकारी कार्यालय नियोजन भवन येथे आयोजित करण्यात आलेल्या कार्यक्रमात काटकळंबा ता. कंधार येथील छत्रपती बाल गणेश मंडळांचे नांदेड जिल्ह्यात नावलौकिक मिळविला आहे. काटकळंबा येथे अकरा दिवस विविध धार्मिक कार्यक्रमांचे आयोजन करण्यात आले होते. अतिरिक्त पोलीस अधीक्षक अर्चना पाटील यांच्या हस्ते मंडळांचे गणेश केरबा पाटील वाकोरे, सुभाष पाटील वाकोरे, साईनाथ पाटील वाकोरे, व्यंकटराव विभुते, मनोहर पाटील वाकोरे, पवन पाटील वाकोरे, आदिनाथ कोंडा मंगले, राम पाटील वाकोरे, गजानन चौंडे पोलिस पाटील काटकळंबा, यांना प्रमाणपत्र देऊन गौरविण्यात आले. जिल्हाधिकारी कार्यालयाच्या नियोजन भवनात काटकळंबा येथील छत्रपती बाल गणेश मंडळाचा आदर्शवत उपक्रम पाहता त्यांना प्रशिस्तपत्र देऊन गौरव करण्यात आला. गणेशोत्सव काळात केवळ विसर्जन मिरवणूकीवरच नाही, तर उपक्रमावर भर दिला होता. शेवटच्या दिवशी विसर्जन मिरवणूक डीजे मुक्त व डॉल्बी वगळून केवळ पारंपरिक वाद्ये लावून आणि संगीत भजनाच्या निनाद गजरात पार पडली. गावकऱ्यांच्या मोठ्या सहभागामुळे मिरवणूक शांततेत व मंगलमय वातावरणात झाली. सपोनि संजय निलपत्रेवार यांनी यावर्षी प्रत्येक गणेश मंडळांना पर्यावरण पुरक व डीजे मुक्त करण्यासाठी अहोरात्र मेहनत घेतली. त्याचे फळ मिळाल्याचे समाधान गावागावातुन ऐकावयास मिळते आहे.: [390, 1174, 732, 1836]
- notice-subject: प्रकरण : भारतीय वारसा कायद्याचे कलम ३७२ अन्वये वारसा प्रमाणपत्र (Succession Certificate) मिळणे बाबत.: [1162, 2031, 1348, 2074]
- cyber-body-left: [750, 1156, 966, 1534]
- globe-icon: [104, 95, 115, 106]
- sign-label: स्वाक्षरीत: [299, 2438, 333, 2450]
- notice-parties: नारायण व इतर वि. निरंक: [313, 1939, 411, 1952]
- notice-case-number: किरकोळ अर्ज क्र.८५८/२०२५: [79, 1923, 200, 1937]
- legal-notice-ad: [38, 1858, 241, 2488]
- legal-notice-ad: [707, 1858, 911, 2488]
